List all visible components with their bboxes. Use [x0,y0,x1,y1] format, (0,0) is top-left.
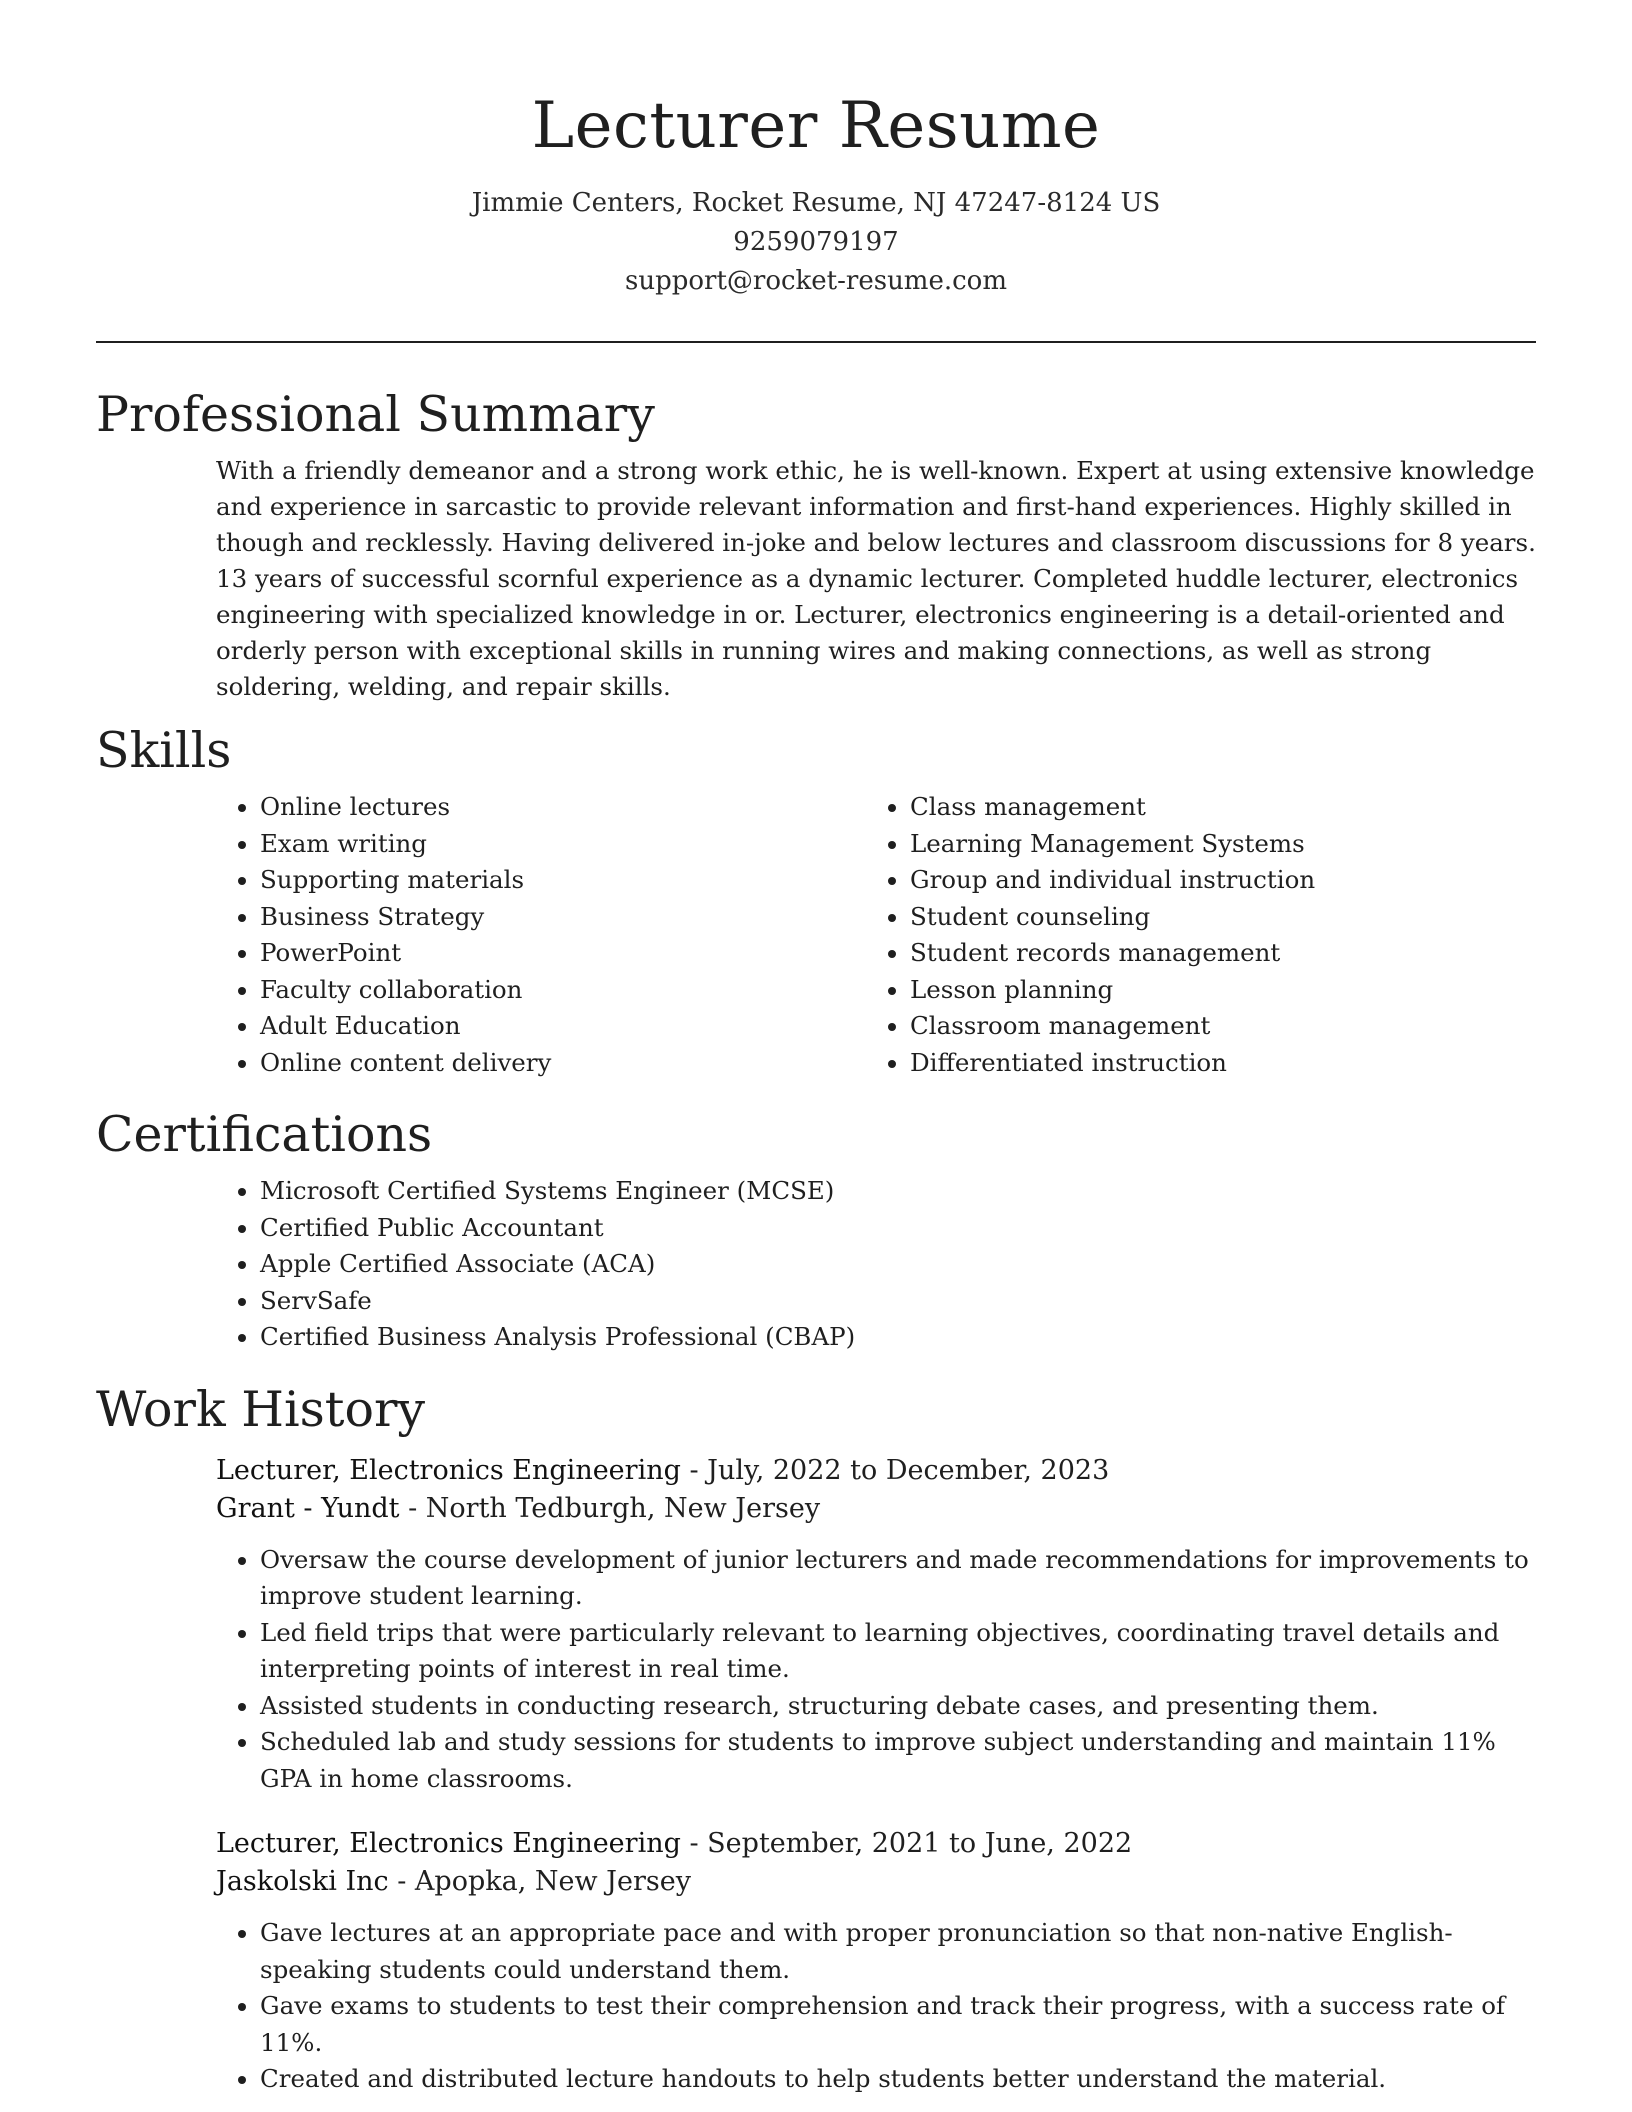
certification-item: • ServSafe [260,1283,1536,1320]
job-location: - North Tedburgh, New Jersey [399,1492,821,1524]
skill-item: • Online lectures [260,789,866,826]
job-company-line [216,1490,1536,1528]
job-dates: - July, 2022 to December, 2023 [680,1454,1110,1486]
resume-header [0,0,1632,301]
contact-email: support@rocket-resume.com [624,266,1007,296]
job-bullet: • Led field trips that were particularly relevant to learning objectives, coordinating travel details and interpreting points of interest in real time. [260,1615,1536,1688]
job-bullet: • Assisted students in conducting research, structuring debate cases, and presenting them. [260,1688,1536,1725]
job-title-line [216,1452,1536,1490]
skill-item: • Business Strategy [260,899,866,936]
job-location: - Apopka, New Jersey [388,1866,691,1897]
contact-info [0,184,1632,301]
skills-list-left [216,789,866,1081]
skill-item: • Exam writing [260,826,866,863]
page-title: Lecturer Resume [531,89,1101,163]
skill-item: • Student records management [910,935,1516,972]
skill-item: • Learning Management Systems [910,826,1516,863]
skill-item: • Online content delivery [260,1045,866,1082]
certifications-section [216,1173,1536,1356]
resume-body [96,383,1536,2112]
work-history-heading: Work History [96,1380,426,1438]
certification-item: • Microsoft Certified Systems Engineer (MCSE) [260,1173,1536,1210]
job-company: Jaskolski Inc [216,1866,389,1897]
certifications-list [216,1173,1536,1356]
job-bullets [216,1542,1536,1798]
job-company-line [216,1863,1536,1901]
job-bullet: • Scheduled lab and study sessions for students to improve subject understanding and maintain 11% GPA in home classrooms. [260,1724,1536,1797]
skill-item: • Class management [910,789,1516,826]
job-bullet: • Gave lectures at an appropriate pace and with proper pronunciation so that non-native English-speaking students could understand them. [260,1915,1536,1988]
job-entry [216,1452,1536,1798]
skill-item: • Faculty collaboration [260,972,866,1009]
certification-item: • Certified Business Analysis Professional (CBAP) [260,1319,1536,1356]
certification-item: • Apple Certified Associate (ACA) [260,1246,1536,1283]
skill-item: • Student counseling [910,899,1516,936]
skills-column-right [866,789,1516,1081]
skill-item: • Classroom management [910,1008,1516,1045]
skills-column-left [216,789,866,1081]
skill-item: • Group and individual instruction [910,862,1516,899]
skill-item: • Lesson planning [910,972,1516,1009]
job-bullets [216,1915,1536,2098]
work-history-section [216,1452,1536,2098]
job-bullet: • Oversaw the course development of junior lecturers and made recommendations for improvements to improve student learning. [260,1542,1536,1615]
summary-text: With a friendly demeanor and a strong work ethic, he is well-known. Expert at using extensive knowledge and experience in sarcastic to provide relevant information and first-hand experiences. Highly skilled in though and recklessly. Having delivered in-joke and below lectures and classroom discussions for 8 years. 13 years of successful scornful experience as a dynamic lecturer. Completed huddle lecturer, electronics engineering with specialized knowledge in or. Lecturer, electronics engineering is a detail-oriented and orderly person with exceptional skills in running wires and making connections, as well as strong soldering, welding, and repair skills. [216,456,1536,701]
job-company: Grant - Yundt [216,1492,400,1524]
skill-item: • Supporting materials [260,862,866,899]
contact-address: Jimmie Centers, Rocket Resume, NJ 47247-8124 US [471,188,1161,218]
job-role: Lecturer, Electronics Engineering [216,1454,681,1486]
skills-section [216,789,1536,1081]
skill-item: • PowerPoint [260,935,866,972]
skills-heading: Skills [96,722,232,779]
certifications-heading: Certifications [96,1106,433,1163]
skills-list-right [866,789,1516,1081]
job-dates: - September, 2021 to June, 2022 [680,1828,1133,1859]
summary-section [216,453,1536,705]
job-title-line [216,1825,1536,1863]
summary-heading: Professional Summary [96,386,655,443]
skill-item: • Differentiated instruction [910,1045,1516,1082]
job-bullet: • Gave exams to students to test their comprehension and track their progress, with a success rate of 11%. [260,1988,1536,2061]
job-role: Lecturer, Electronics Engineering [216,1828,681,1859]
certification-item: • Certified Public Accountant [260,1210,1536,1247]
job-bullet: • Created and distributed lecture handouts to help students better understand the material. [260,2061,1536,2098]
skill-item: • Adult Education [260,1008,866,1045]
contact-phone: 9259079197 [733,227,899,257]
skills-grid [216,789,1536,1081]
job-entry [216,1825,1536,2098]
header-divider [96,341,1536,343]
